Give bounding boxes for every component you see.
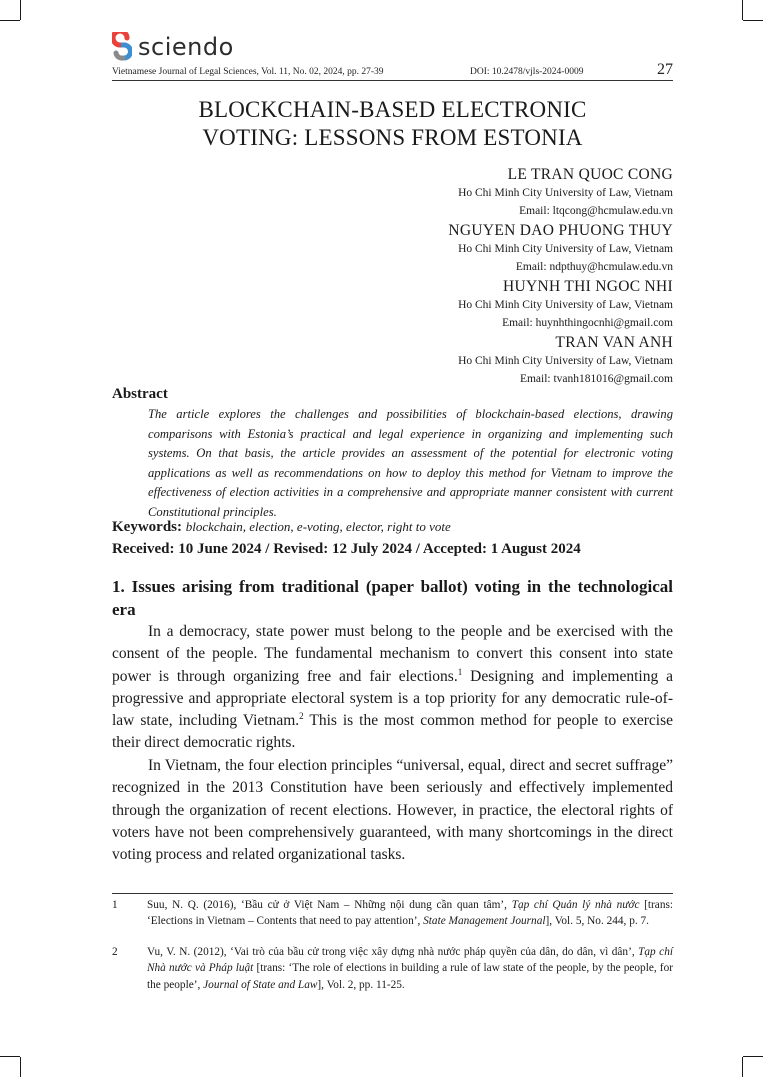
author-block — [273, 220, 673, 276]
author-block — [273, 276, 673, 332]
keywords-values: blockchain, election, e-voting, elector, right to vote — [185, 519, 451, 534]
footnote — [112, 944, 673, 993]
crop-mark-bottom-right-v — [742, 1057, 743, 1077]
author-name: NGUYEN DAO PHUONG THUY — [448, 222, 673, 239]
footnote-ref[interactable]: 1 — [457, 666, 463, 677]
body-paragraph — [112, 621, 673, 755]
publisher-logo — [112, 32, 234, 62]
title-line: BLOCKCHAIN-BASED ELECTRONIC — [198, 97, 587, 122]
author-email[interactable]: Email: tvanh181016@gmail.com — [519, 372, 673, 385]
paragraph-text: This is the most common method for people to exercise their direct democratic rights. — [112, 712, 673, 752]
logo-wordmark: sciendo — [138, 33, 234, 61]
footnote-segment: ], Vol. 2, pp. 11-25. — [317, 978, 405, 991]
author-affiliation: Ho Chi Minh City University of Law, Vietnam — [458, 355, 673, 367]
submission-dates: Received: 10 June 2024 / Revised: 12 July 2024 / Accepted: 1 August 2024 — [112, 541, 581, 557]
footnote-segment: [trans: ‘The role of elections in building a rule of law state of the people, by the people, for the people’, — [147, 962, 673, 991]
footnote-source-title: Tạp chí Nhà nước và Pháp luật — [147, 946, 673, 975]
abstract-text: The article explores the challenges and possibilities of blockchain-based elections, drawing comparisons with Estonia’s practical and legal experience in organizing and implementing such systems. On that basis, the article provides an assessment of the potential for electronic voting applications as well as recommendations on how to deploy this method for Vietnam to improve the effectiveness of election activities in a comprehensive and appropriate manner consistent with current Constitutional principles. — [148, 407, 673, 519]
article-title — [112, 96, 673, 152]
author-email[interactable]: Email: ndpthuy@hcmulaw.edu.vn — [515, 260, 673, 273]
paragraph-text: Designing and implementing a progressive and appropriate electoral system is a top priority for any democratic rule-of-law state, including Vietnam. — [112, 667, 673, 730]
footnote-divider — [112, 893, 673, 894]
author-email[interactable]: Email: ltqcong@hcmulaw.edu.vn — [519, 204, 673, 217]
body-paragraph: In Vietnam, the four election principles “universal, equal, direct and secret suffrage” recognized in the 2013 Constitution have been seriously and effectively implemented through the organization of recent elections. However, in practice, the electoral rights of voters have not been comprehensively guaranteed, with many shortcomings in the direct voting process and related organizational tasks. — [112, 757, 673, 864]
footnote-source-title: Journal of State and Law — [203, 978, 318, 991]
author-block — [273, 164, 673, 220]
crop-mark-top-right-h — [743, 20, 763, 21]
keywords-label: Keywords: — [112, 519, 182, 535]
author-name: TRAN VAN ANH — [555, 334, 673, 351]
journal-citation: Vietnamese Journal of Legal Sciences, Vol. 11, No. 02, 2024, pp. 27-39 — [112, 67, 384, 77]
author-affiliation: Ho Chi Minh City University of Law, Vietnam — [458, 299, 673, 311]
page-number: 27 — [657, 61, 673, 78]
footnote-number: 1 — [112, 899, 118, 911]
crop-mark-top-right-v — [742, 0, 743, 20]
author-affiliation: Ho Chi Minh City University of Law, Vietnam — [458, 243, 673, 255]
paragraph-text: In a democracy, state power must belong to the people and be exercised with the consent of the people. The fundamental mechanism to convert this consent into state power is through organizing free and fair elections. — [112, 623, 673, 685]
author-email[interactable]: Email: huynhthingocnhi@gmail.com — [502, 316, 673, 329]
crop-mark-top-left-v — [20, 0, 21, 20]
footnote-segment: ], Vol. 5, No. 244, p. 7. — [545, 915, 649, 928]
crop-mark-bottom-left-h — [0, 1056, 20, 1057]
footnote-ref[interactable]: 2 — [299, 711, 304, 722]
doi-link[interactable]: DOI: 10.2478/vjls-2024-0009 — [470, 67, 584, 77]
title-line: VOTING: LESSONS FROM ESTONIA — [202, 125, 583, 150]
header-divider — [112, 80, 673, 81]
crop-mark-top-left-h — [0, 20, 20, 21]
footnote-segment: [trans: ‘Elections in Vietnam – Contents that need to pay attention’, — [147, 899, 673, 928]
crop-mark-bottom-right-h — [743, 1056, 763, 1057]
author-block — [273, 332, 673, 388]
footnote-segment: Suu, N. Q. (2016), ‘Bầu cử ở Việt Nam – Những nội dung cần quan tâm’, — [147, 899, 512, 911]
author-affiliation: Ho Chi Minh City University of Law, Vietnam — [458, 187, 673, 199]
abstract-heading: Abstract — [112, 386, 168, 402]
author-name: HUYNH THI NGOC NHI — [502, 278, 673, 295]
footnote-text — [147, 897, 673, 930]
footnote-source-title: State Management Journal — [423, 915, 546, 928]
footnote — [112, 897, 673, 930]
keywords-line — [112, 519, 673, 536]
crop-mark-bottom-left-v — [20, 1057, 21, 1077]
author-list — [273, 164, 673, 388]
footnote-source-title: Tạp chí Quản lý nhà nước — [511, 899, 640, 911]
author-name: LE TRAN QUOC CONG — [507, 166, 673, 183]
sciendo-logo-icon — [112, 32, 132, 62]
footnote-segment: Vu, V. N. (2012), ‘Vai trò của bầu cử trong việc xây dựng nhà nước pháp quyền của dân, do dân, vì dân’, — [147, 946, 639, 958]
footnote-number: 2 — [112, 946, 118, 958]
running-header — [112, 61, 673, 80]
footnote-text — [147, 944, 673, 993]
section-heading: 1. Issues arising from traditional (paper ballot) voting in the technological era — [112, 577, 673, 619]
